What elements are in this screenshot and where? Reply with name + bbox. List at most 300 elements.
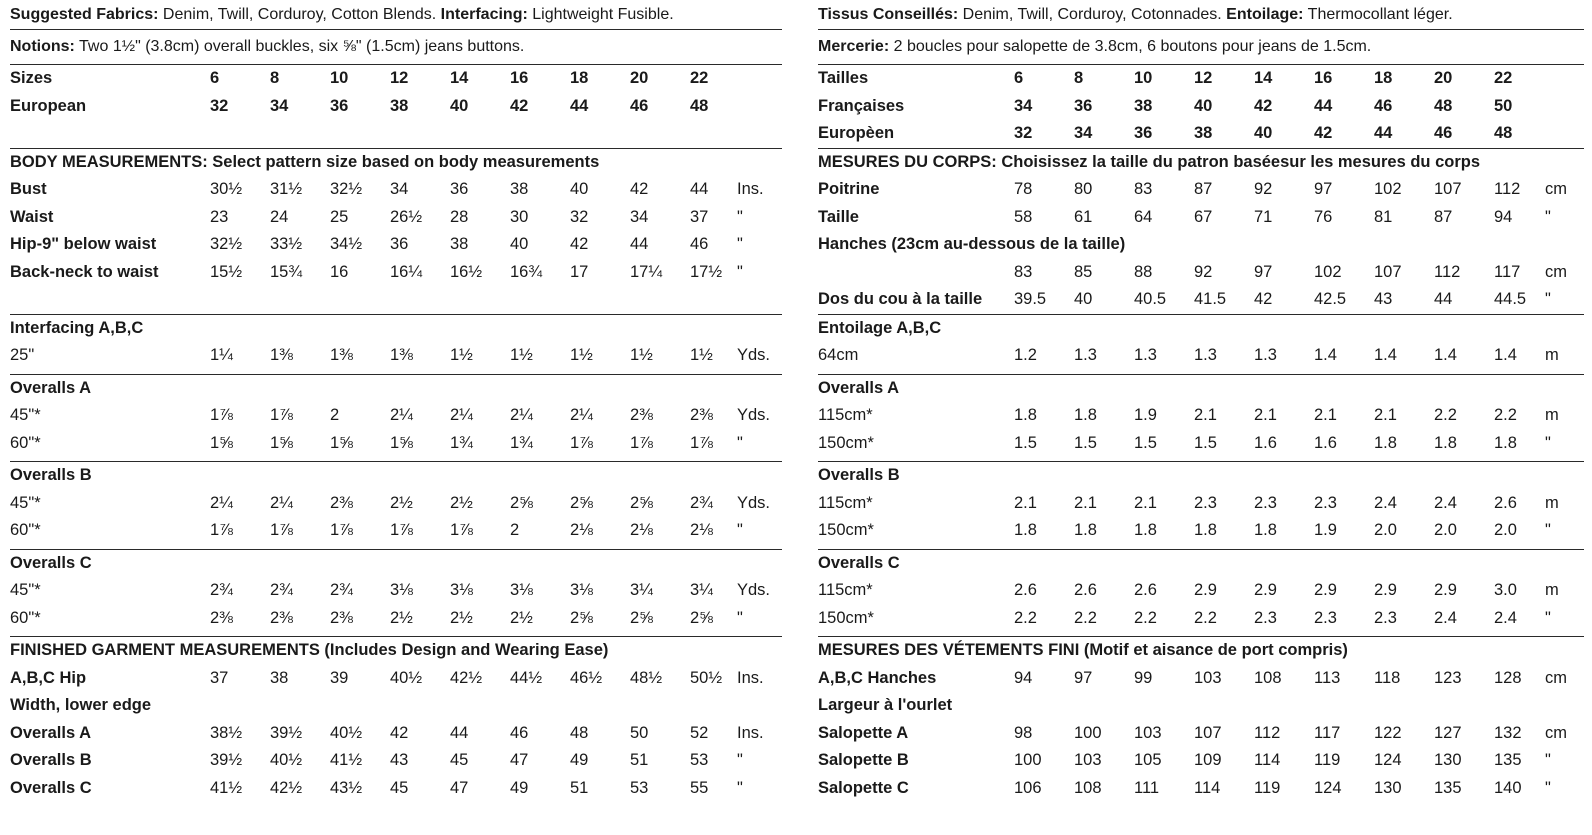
- value-cell: 2.9: [1374, 581, 1397, 599]
- value-cell: 2.3: [1194, 493, 1217, 512]
- finished-overalls-a-row: [10, 720, 782, 748]
- value-cell: 44: [690, 180, 709, 198]
- value-cell: 2.9: [1194, 581, 1217, 599]
- value-cell: 34: [390, 180, 409, 198]
- row-label: 115cm*: [818, 493, 873, 512]
- unit-cell: cm: [1545, 262, 1567, 281]
- overalls-b-115-row: [818, 490, 1584, 518]
- value-cell: 130: [1374, 778, 1402, 797]
- value-cell: 1⅞: [210, 406, 233, 424]
- value-cell: 44: [450, 723, 469, 742]
- value-cell: 42: [1254, 290, 1273, 308]
- value-cell: 30½: [210, 180, 243, 198]
- value-cell: 1.3: [1134, 346, 1157, 364]
- size-cell: 46: [1434, 124, 1453, 142]
- value-cell: 111: [1134, 778, 1160, 797]
- value-cell: 1.8: [1374, 433, 1397, 452]
- value-cell: 41½: [330, 751, 363, 769]
- fabrics-line: [10, 0, 782, 30]
- interfacing-text: Lightweight Fusible.: [527, 6, 674, 23]
- value-cell: 43: [1374, 290, 1393, 308]
- value-cell: 32: [570, 207, 589, 226]
- value-cell: 1⅞: [570, 433, 593, 452]
- unit-cell: ": [737, 778, 743, 797]
- value-cell: 2⅛: [630, 521, 653, 539]
- unit-cell: ": [1545, 778, 1551, 797]
- value-cell: 42: [630, 180, 649, 198]
- row-label: Back-neck to waist: [10, 262, 159, 281]
- row-label: Salopette C: [818, 778, 909, 797]
- row-label: Tailles: [818, 69, 869, 87]
- value-cell: 1⅝: [270, 433, 293, 452]
- row-label: Salopette B: [818, 751, 909, 769]
- largeur-ourlet-row: [818, 692, 1584, 720]
- value-cell: 2⅜: [210, 608, 233, 627]
- notions-line-fr: [818, 30, 1584, 65]
- value-cell: 1½: [630, 346, 653, 364]
- value-cell: 1.2: [1014, 346, 1037, 364]
- body-measurements-header: [10, 148, 782, 177]
- value-cell: 40: [1074, 290, 1093, 308]
- value-cell: 92: [1254, 180, 1273, 198]
- row-label: Salopette A: [818, 723, 909, 742]
- value-cell: 46½: [570, 668, 603, 687]
- finished-hanches-row: [818, 665, 1584, 693]
- value-cell: 38: [270, 668, 289, 687]
- value-cell: 2.2: [1074, 608, 1097, 627]
- overalls-a-45-row: [10, 402, 782, 430]
- section-header: FINISHED GARMENT MEASUREMENTS (Includes Design and Wearing Ease): [10, 641, 609, 659]
- value-cell: 1.3: [1254, 346, 1277, 364]
- row-label: Waist: [10, 207, 54, 226]
- row-label: Overalls A: [10, 723, 92, 742]
- interfacing-row: [10, 342, 782, 370]
- value-cell: 102: [1374, 180, 1402, 198]
- size-cell: 38: [390, 96, 409, 115]
- value-cell: 1.5: [1014, 433, 1037, 452]
- value-cell: 97: [1314, 180, 1333, 198]
- value-cell: 130: [1434, 751, 1462, 769]
- value-cell: 2.3: [1254, 493, 1277, 512]
- value-cell: 2.2: [1494, 406, 1517, 424]
- fabrics-text: Denim, Twill, Corduroy, Cotton Blends.: [158, 6, 441, 23]
- size-cell: 40: [1254, 124, 1273, 142]
- value-cell: 2.2: [1014, 608, 1037, 627]
- value-cell: 36: [390, 235, 409, 253]
- unit-cell: ": [1545, 608, 1551, 627]
- value-cell: 47: [510, 751, 529, 769]
- value-cell: 1.5: [1194, 433, 1217, 452]
- value-cell: 1.3: [1074, 346, 1097, 364]
- value-cell: 102: [1314, 262, 1342, 281]
- value-cell: 1.5: [1134, 433, 1157, 452]
- row-label: 45"*: [10, 406, 41, 424]
- value-cell: 92: [1194, 262, 1213, 281]
- value-cell: 40½: [330, 723, 363, 742]
- value-cell: 1.6: [1254, 433, 1277, 452]
- unit-cell: m: [1545, 493, 1559, 512]
- value-cell: 1.9: [1314, 521, 1337, 539]
- unit-cell: m: [1545, 581, 1559, 599]
- value-cell: 39½: [270, 723, 303, 742]
- size-cell: 6: [210, 69, 220, 87]
- value-cell: 76: [1314, 207, 1333, 226]
- value-cell: 100: [1074, 723, 1102, 742]
- overalls-b-150-row: [818, 517, 1584, 545]
- overalls-c-115-row: [818, 577, 1584, 605]
- value-cell: 1⅞: [270, 521, 293, 539]
- value-cell: 94: [1494, 207, 1513, 226]
- value-cell: 30: [510, 207, 529, 226]
- value-cell: 34½: [330, 235, 363, 253]
- value-cell: 108: [1074, 778, 1102, 797]
- value-cell: 1.8: [1134, 521, 1157, 539]
- value-cell: 2.1: [1254, 406, 1277, 424]
- value-cell: 2¼: [210, 493, 233, 512]
- bust-row: [10, 176, 782, 204]
- value-cell: 17: [570, 262, 589, 281]
- section-header: Overalls B: [10, 466, 92, 484]
- value-cell: 103: [1074, 751, 1102, 769]
- value-cell: 38: [510, 180, 529, 198]
- size-cell: 10: [1134, 69, 1153, 87]
- row-label: Largeur à l'ourlet: [818, 696, 953, 714]
- section-header: Entoilage A,B,C: [818, 318, 942, 337]
- section-header: Interfacing A,B,C: [10, 318, 144, 337]
- unit-cell: Ins.: [737, 180, 764, 198]
- value-cell: 1.8: [1254, 521, 1277, 539]
- value-cell: 1⅞: [270, 406, 293, 424]
- value-cell: 36: [450, 180, 469, 198]
- value-cell: 41.5: [1194, 290, 1227, 308]
- unit-cell: Yds.: [737, 406, 771, 424]
- notions-text-fr: 2 boucles pour salopette de 3.8cm, 6 boutons pour jeans de 1.5cm.: [889, 38, 1372, 55]
- value-cell: 1.8: [1434, 433, 1457, 452]
- overalls-c-60-row: [10, 605, 782, 633]
- entoilage-header: [818, 314, 1584, 343]
- size-cell: 40: [1194, 96, 1213, 115]
- value-cell: 24: [270, 207, 289, 226]
- size-cell: 12: [1194, 69, 1213, 87]
- value-cell: 39.5: [1014, 290, 1047, 308]
- size-cell: 32: [1014, 124, 1033, 142]
- size-cell: 6: [1014, 69, 1024, 87]
- section-header: Overalls A: [818, 378, 900, 397]
- interfacing-text-fr: Thermocollant léger.: [1303, 6, 1453, 23]
- row-label: Europèen: [818, 124, 895, 142]
- value-cell: 107: [1194, 723, 1222, 742]
- value-cell: 103: [1194, 668, 1222, 687]
- value-cell: 44: [1434, 290, 1453, 308]
- section-header: MESURES DES VÉTEMENTS FINI (Motif et aisance de port compris): [818, 641, 1348, 659]
- value-cell: 2⅝: [630, 493, 653, 512]
- value-cell: 2⅜: [270, 608, 293, 627]
- value-cell: 2.0: [1434, 521, 1457, 539]
- value-cell: 52: [690, 723, 709, 742]
- value-cell: 16: [330, 262, 349, 281]
- size-cell: 50: [1494, 96, 1513, 115]
- size-cell: 20: [1434, 69, 1453, 87]
- overalls-a-60-row: [10, 430, 782, 458]
- row-label: 150cm*: [818, 521, 874, 539]
- value-cell: 2.1: [1374, 406, 1397, 424]
- value-cell: 37: [210, 668, 229, 687]
- size-cell: 8: [1074, 69, 1084, 87]
- value-cell: 2¼: [570, 406, 593, 424]
- value-cell: 2¼: [390, 406, 413, 424]
- unit-cell: ": [1545, 290, 1551, 308]
- value-cell: 2⅝: [690, 608, 713, 627]
- value-cell: 1¾: [450, 433, 473, 452]
- value-cell: 2.1: [1194, 406, 1217, 424]
- row-label: 60"*: [10, 433, 41, 452]
- value-cell: 2½: [390, 608, 413, 627]
- value-cell: 1⅞: [450, 521, 473, 539]
- value-cell: 1⅞: [210, 521, 233, 539]
- unit-cell: Yds.: [737, 581, 771, 599]
- value-cell: 1.4: [1494, 346, 1517, 364]
- value-cell: 40½: [390, 668, 423, 687]
- europeen-sizes-row: [818, 120, 1584, 148]
- row-label: 150cm*: [818, 433, 874, 452]
- value-cell: 117: [1314, 723, 1341, 742]
- hip-row: [10, 231, 782, 259]
- value-cell: 43½: [330, 778, 363, 797]
- value-cell: 105: [1134, 751, 1162, 769]
- value-cell: 109: [1194, 751, 1222, 769]
- value-cell: 1.4: [1374, 346, 1397, 364]
- value-cell: 44½: [510, 668, 543, 687]
- value-cell: 1.8: [1014, 521, 1037, 539]
- value-cell: 42.5: [1314, 290, 1347, 308]
- value-cell: 135: [1434, 778, 1462, 797]
- overalls-c-150-row: [818, 605, 1584, 633]
- salopette-c-row: [818, 775, 1584, 803]
- row-label: 150cm*: [818, 608, 874, 627]
- finished-header: [10, 636, 782, 665]
- notions-label-fr: Mercerie:: [818, 38, 890, 55]
- value-cell: 2¼: [510, 406, 533, 424]
- value-cell: 31½: [270, 180, 303, 198]
- size-cell: 38: [1134, 96, 1153, 115]
- size-cell: 16: [1314, 69, 1333, 87]
- size-cell: 12: [390, 69, 409, 87]
- value-cell: 2.3: [1374, 608, 1397, 627]
- value-cell: 83: [1134, 180, 1153, 198]
- waist-row: [10, 204, 782, 232]
- value-cell: 114: [1254, 751, 1281, 769]
- overalls-a-header: [10, 374, 782, 403]
- value-cell: 85: [1074, 262, 1093, 281]
- size-cell: 36: [330, 96, 349, 115]
- value-cell: 2.4: [1494, 608, 1517, 627]
- unit-cell: ": [1545, 751, 1551, 769]
- value-cell: 2.0: [1494, 521, 1517, 539]
- size-cell: 44: [1314, 96, 1333, 115]
- value-cell: 46: [690, 235, 709, 253]
- size-cell: 14: [450, 69, 469, 87]
- unit-cell: ": [737, 608, 743, 627]
- value-cell: 2¾: [330, 581, 353, 599]
- value-cell: 94: [1014, 668, 1033, 687]
- size-cell: 22: [1494, 69, 1513, 87]
- value-cell: 3⅛: [450, 581, 473, 599]
- value-cell: 124: [1314, 778, 1342, 797]
- interfacing-label-fr: Entoilage:: [1226, 6, 1304, 23]
- overalls-a-115-row: [818, 402, 1584, 430]
- value-cell: 1⅞: [690, 433, 713, 452]
- size-cell: 20: [630, 69, 649, 87]
- value-cell: 2¾: [210, 581, 233, 599]
- value-cell: 113: [1314, 668, 1341, 687]
- value-cell: 83: [1014, 262, 1033, 281]
- row-label: European: [10, 96, 87, 115]
- size-cell: 32: [210, 96, 229, 115]
- value-cell: 1.8: [1074, 406, 1097, 424]
- value-cell: 2.1: [1314, 406, 1337, 424]
- value-cell: 48½: [630, 668, 663, 687]
- value-cell: 45: [450, 751, 469, 769]
- sizes-row: [10, 65, 782, 93]
- row-label: A,B,C Hanches: [818, 668, 937, 687]
- section-header: Overalls A: [10, 378, 92, 397]
- value-cell: 2.0: [1374, 521, 1397, 539]
- unit-cell: Yds.: [737, 493, 771, 512]
- value-cell: 3⅛: [510, 581, 533, 599]
- value-cell: 16¼: [390, 262, 423, 281]
- value-cell: 2.6: [1014, 581, 1037, 599]
- row-label: 64cm: [818, 346, 859, 364]
- unit-cell: Ins.: [737, 668, 764, 687]
- value-cell: 42½: [270, 778, 303, 797]
- value-cell: 99: [1134, 668, 1153, 687]
- row-label: 25": [10, 346, 35, 364]
- size-cell: 8: [270, 69, 280, 87]
- finished-hip-row: [10, 665, 782, 693]
- size-cell: 48: [1434, 96, 1453, 115]
- row-label: 45"*: [10, 493, 41, 512]
- finished-header-fr: [818, 636, 1584, 665]
- overalls-b-60-row: [10, 517, 782, 545]
- dos-du-cou-row: [818, 286, 1584, 314]
- european-sizes-row: [10, 93, 782, 121]
- value-cell: 40½: [270, 751, 303, 769]
- value-cell: 1⅞: [390, 521, 413, 539]
- value-cell: 2.6: [1494, 493, 1517, 512]
- value-cell: 106: [1014, 778, 1042, 797]
- value-cell: 2½: [510, 608, 533, 627]
- unit-cell: ": [737, 235, 743, 253]
- value-cell: 71: [1254, 207, 1273, 226]
- value-cell: 2.3: [1314, 493, 1337, 512]
- value-cell: 3¼: [630, 581, 653, 599]
- size-cell: 34: [1074, 124, 1093, 142]
- value-cell: 2.6: [1134, 581, 1157, 599]
- value-cell: 132: [1494, 723, 1522, 742]
- value-cell: 64: [1134, 207, 1153, 226]
- value-cell: 2.4: [1374, 493, 1397, 512]
- size-cell: 44: [1374, 124, 1393, 142]
- value-cell: 2½: [450, 608, 473, 627]
- width-lower-edge-row: [10, 692, 782, 720]
- row-label: Overalls C: [10, 778, 92, 797]
- row-label: A,B,C Hip: [10, 668, 87, 687]
- value-cell: 2.4: [1434, 608, 1457, 627]
- size-cell: 22: [690, 69, 709, 87]
- row-label: 60"*: [10, 521, 41, 539]
- value-cell: 32½: [330, 180, 363, 198]
- notions-text: Two 1½" (3.8cm) overall buckles, six ⅝" (1.5cm) jeans buttons.: [74, 38, 525, 55]
- value-cell: 2⅝: [510, 493, 533, 512]
- value-cell: 2: [510, 521, 520, 539]
- value-cell: 88: [1134, 262, 1153, 281]
- overalls-a-150-row: [818, 430, 1584, 458]
- value-cell: 2.3: [1314, 608, 1337, 627]
- value-cell: 78: [1014, 180, 1033, 198]
- blank-row: [10, 286, 782, 314]
- unit-cell: ": [737, 751, 743, 769]
- value-cell: 1⅜: [330, 346, 353, 364]
- value-cell: 119: [1254, 778, 1281, 797]
- value-cell: 1.4: [1434, 346, 1457, 364]
- value-cell: 140: [1494, 778, 1522, 797]
- value-cell: 16½: [450, 262, 483, 281]
- value-cell: 1.8: [1494, 433, 1517, 452]
- value-cell: 81: [1374, 207, 1393, 226]
- value-cell: 28: [450, 207, 469, 226]
- value-cell: 2⅛: [570, 521, 593, 539]
- fabrics-label: Suggested Fabrics:: [10, 6, 159, 23]
- value-cell: 53: [630, 778, 649, 797]
- value-cell: 2.1: [1074, 493, 1097, 512]
- value-cell: 2¾: [270, 581, 293, 599]
- value-cell: 3⅛: [570, 581, 593, 599]
- value-cell: 43: [390, 751, 409, 769]
- section-header: Overalls B: [818, 466, 900, 484]
- row-label: Poitrine: [818, 180, 880, 198]
- value-cell: 40: [510, 235, 529, 253]
- size-cell: 40: [450, 96, 469, 115]
- value-cell: 17½: [690, 262, 723, 281]
- value-cell: 49: [570, 751, 589, 769]
- value-cell: 1⅝: [210, 433, 233, 452]
- value-cell: 2: [330, 406, 340, 424]
- value-cell: 3¼: [690, 581, 713, 599]
- value-cell: 124: [1374, 751, 1402, 769]
- value-cell: 2½: [390, 493, 413, 512]
- value-cell: 1⅞: [330, 521, 353, 539]
- value-cell: 2.4: [1434, 493, 1457, 512]
- overalls-a-header-fr: [818, 374, 1584, 403]
- value-cell: 44: [630, 235, 649, 253]
- row-label: Sizes: [10, 69, 53, 87]
- value-cell: 48: [570, 723, 589, 742]
- value-cell: 112: [1254, 723, 1281, 742]
- value-cell: 1.5: [1074, 433, 1097, 452]
- size-cell: 10: [330, 69, 349, 87]
- value-cell: 51: [570, 778, 589, 797]
- value-cell: 42: [390, 723, 409, 742]
- row-label: Hip-9" below waist: [10, 235, 157, 253]
- row-label: 115cm*: [818, 581, 873, 599]
- value-cell: 97: [1254, 262, 1273, 281]
- value-cell: 127: [1434, 723, 1462, 742]
- value-cell: 114: [1194, 778, 1221, 797]
- value-cell: 2.3: [1254, 608, 1277, 627]
- value-cell: 25: [330, 207, 349, 226]
- value-cell: 15½: [210, 262, 243, 281]
- value-cell: 32½: [210, 235, 243, 253]
